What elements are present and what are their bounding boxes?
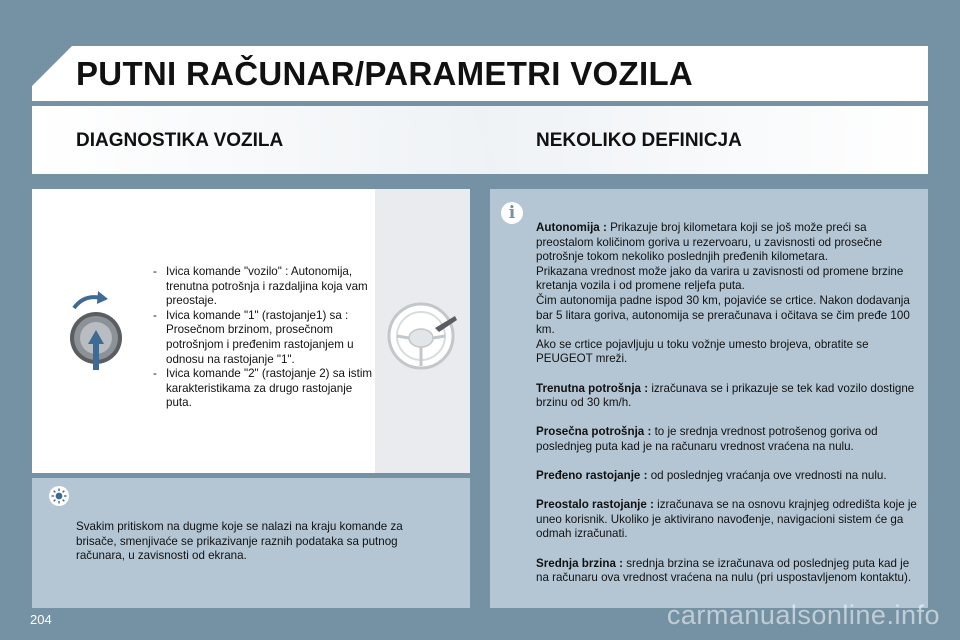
lightbulb-icon bbox=[49, 486, 69, 506]
page-number: 204 bbox=[30, 612, 52, 627]
wiper-stalk-knob-icon bbox=[62, 290, 132, 375]
diagnostics-list bbox=[150, 265, 375, 411]
definition-term: Autonomija : bbox=[536, 221, 607, 234]
list-item: - Ivica komande "vozilo" : Autonomija, trenutna potrošnja i razdaljina koja vam preostaje. bbox=[150, 265, 375, 309]
definition-term: Srednja brzina : bbox=[536, 556, 623, 570]
page-title: PUTNI RAČUNAR/PARAMETRI VOZILA bbox=[76, 55, 694, 92]
definition-text: Prikazuje broj kilometara koji se još može preći sa preostalom količinom goriva u rezervoaru, u zavisnosti od prosečne potrošnje tokom nekoliko poslednjih pređenih kilometara. Prikazana vrednost može jako da varira u zavisnosti od promene brzine kretanja vozila i od promene reljefa puta. Čim autonomija padne ispod 30 km, pojaviće se crtice. Nakon dodavanja bar 5 litara goriva, autonomija se preračunava i očitava se čim pređe 100 km. Ako se crtice pojavljuju u toku vožnje umesto brojeva, obratite se PEUGEOT mreži. bbox=[536, 221, 910, 366]
definitions-list bbox=[536, 221, 924, 600]
definition-text: izračunava se na osnovu krajnjeg odredišta koje je uneo korisnik. Ukoliko je aktivirano navođenje, navigacioni sistem će ga odmah izračunati. bbox=[536, 498, 917, 541]
watermark: carmanualsonline.info bbox=[666, 600, 940, 630]
definition-term: Prosečna potrošnja : bbox=[536, 425, 652, 439]
definitions-heading: NEKOLIKO DEFINICJA bbox=[536, 130, 742, 151]
definition-item bbox=[536, 382, 924, 411]
diagnostics-heading: DIAGNOSTIKA VOZILA bbox=[76, 130, 284, 151]
definition-text: to je srednja vrednost potrošenog goriva od poslednjeg puta kad je na računaru vrednost vraćena na nulu. bbox=[536, 425, 878, 453]
list-item: - Ivica komande "2" (rastojanje 2) sa istim karakteristikama za drugo rastojanje puta. bbox=[150, 367, 375, 411]
definition-text: srednja brzina se izračunava od poslednjeg puta kad je na računaru ova vrednost vraćena na nulu (pri uspostavljenom kontaktu). bbox=[536, 556, 912, 585]
definition-text: izračunava se i prikazuje se tek kad vozilo dostigne brzinu od 30 km/h. bbox=[536, 381, 915, 410]
definition-item bbox=[536, 469, 924, 484]
definition-item bbox=[536, 221, 924, 367]
definition-item bbox=[536, 498, 924, 542]
definition-item bbox=[536, 425, 924, 454]
definition-term: Pređeno rastojanje : bbox=[536, 469, 648, 483]
definition-text: od poslednjeg vraćanja ove vrednosti na nulu. bbox=[650, 469, 887, 483]
tip-text: Svakim pritiskom na dugme koje se nalazi na kraju komande za brisače, smenjivaće se prikazivanje raznih podataka sa putnog računara, u zavisnosti od ekrana. bbox=[76, 520, 403, 563]
definition-term: Trenutna potrošnja : bbox=[536, 381, 649, 395]
definition-term: Preostalo rastojanje : bbox=[536, 498, 654, 512]
steering-wheel-icon bbox=[385, 298, 460, 373]
list-item: - Ivica komande "1" (rastojanje1) sa : Prosečnom brzinom, prosečnom potrošnjom i pređenim rastojanjem u odnosu na rastojanje "1". bbox=[150, 309, 375, 367]
info-icon: i bbox=[501, 202, 523, 224]
definition-item bbox=[536, 557, 924, 586]
